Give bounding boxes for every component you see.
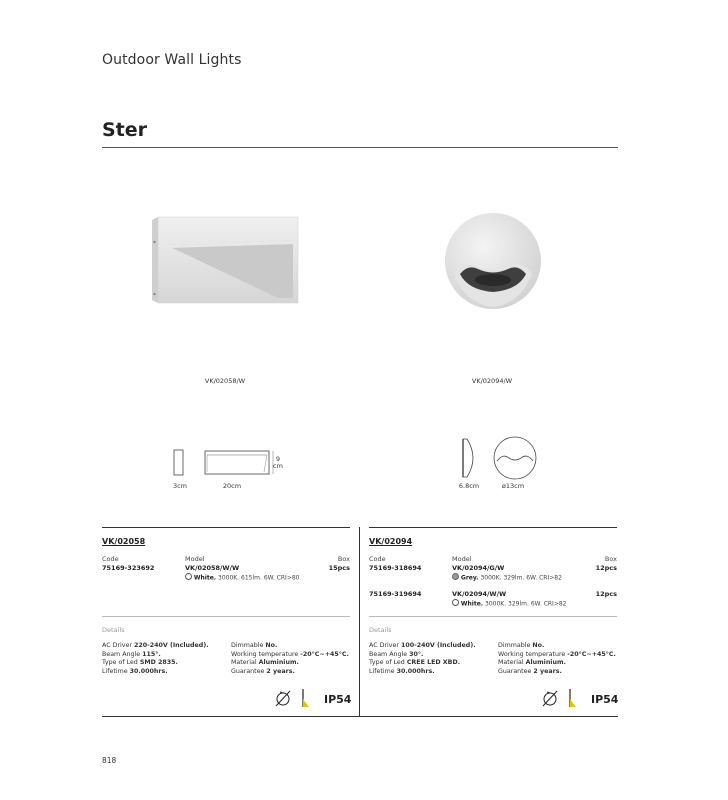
dimension-diameter-2: ø13cm bbox=[501, 482, 525, 490]
spec-values: 3000K. 329lm. 6W. CRI>82 bbox=[480, 574, 562, 582]
spec-values: 3000K. 329lm. 6W. CRI>82 bbox=[485, 600, 567, 608]
product-code-title: VK/02058 bbox=[102, 537, 146, 546]
details-heading: Details bbox=[369, 626, 392, 634]
header-box: Box bbox=[337, 555, 350, 563]
variant-model: VK/02058/W/W bbox=[185, 564, 240, 572]
header-model: Model bbox=[185, 555, 205, 563]
details-divider bbox=[369, 616, 617, 617]
variant-box: 15pcs bbox=[328, 564, 350, 572]
page-number: 818 bbox=[102, 756, 117, 765]
column-top-rule bbox=[102, 527, 350, 528]
color-name: Grey. bbox=[460, 574, 479, 582]
spec-values: 3000K. 615lm. 6W. CRI>80 bbox=[218, 574, 300, 582]
dimension-height-1: 9 bbox=[275, 455, 281, 463]
color-name: White. bbox=[193, 574, 217, 582]
color-swatch-icon bbox=[452, 599, 459, 606]
product-family-title: Ster bbox=[102, 119, 148, 141]
details-left: AC Driver 100-240V (Included). Beam Angle 30°. Type of Led CREE LED XBD. Lifetime 30.000hrs. bbox=[369, 642, 476, 675]
color-name: White. bbox=[460, 600, 484, 608]
variant-specs bbox=[452, 599, 566, 608]
variant-specs bbox=[452, 573, 562, 582]
variant-code: 75169-318694 bbox=[369, 564, 422, 572]
header-divider bbox=[102, 147, 618, 148]
product-image-vk02058 bbox=[150, 212, 300, 312]
variant-model: VK/02094/W/W bbox=[452, 590, 507, 598]
details-right: Dimmable No. Working temperature -20°C~+45°C. Material Aluminium. Guarantee 2 years. bbox=[498, 642, 616, 675]
ip-rating: IP54 bbox=[591, 693, 619, 706]
non-dimmable-icon bbox=[274, 687, 310, 709]
dimension-drawing-vk02094 bbox=[455, 434, 545, 484]
header-box: Box bbox=[604, 555, 617, 563]
details-heading: Details bbox=[102, 626, 125, 634]
footer-divider bbox=[102, 716, 618, 717]
variant-model: VK/02094/G/W bbox=[452, 564, 505, 572]
column-separator bbox=[359, 527, 360, 717]
header-code: Code bbox=[369, 555, 386, 563]
details-right: Dimmable No. Working temperature -20°C~+45°C. Material Aluminium. Guarantee 2 years. bbox=[231, 642, 349, 675]
header-code: Code bbox=[102, 555, 119, 563]
product-image-label-2: VK/02094/W bbox=[471, 377, 513, 385]
dimension-height-unit-1: cm bbox=[273, 462, 283, 470]
variant-box: 12pcs bbox=[595, 564, 617, 572]
color-swatch-icon bbox=[185, 573, 192, 580]
variant-code: 75169-323692 bbox=[102, 564, 155, 572]
variant-box: 12pcs bbox=[595, 590, 617, 598]
product-image-vk02094 bbox=[440, 208, 546, 314]
ip-rating: IP54 bbox=[324, 693, 352, 706]
variant-code: 75169-319694 bbox=[369, 590, 422, 598]
category-title: Outdoor Wall Lights bbox=[102, 52, 242, 68]
variant-specs bbox=[185, 573, 299, 582]
non-dimmable-icon bbox=[541, 687, 577, 709]
dimension-depth-2: 6.8cm bbox=[458, 482, 480, 490]
color-swatch-icon bbox=[452, 573, 459, 580]
dimension-width-1: 20cm bbox=[222, 482, 242, 490]
header-model: Model bbox=[452, 555, 472, 563]
details-left: AC Driver 220-240V (Included). Beam Angle 115°. Type of Led SMD 2835. Lifetime 30.000hrs. bbox=[102, 642, 209, 675]
dimension-depth-1: 3cm bbox=[172, 482, 188, 490]
column-top-rule bbox=[369, 527, 617, 528]
details-divider bbox=[102, 616, 350, 617]
product-image-label-1: VK/02058/W bbox=[204, 377, 246, 385]
product-code-title: VK/02094 bbox=[369, 537, 413, 546]
